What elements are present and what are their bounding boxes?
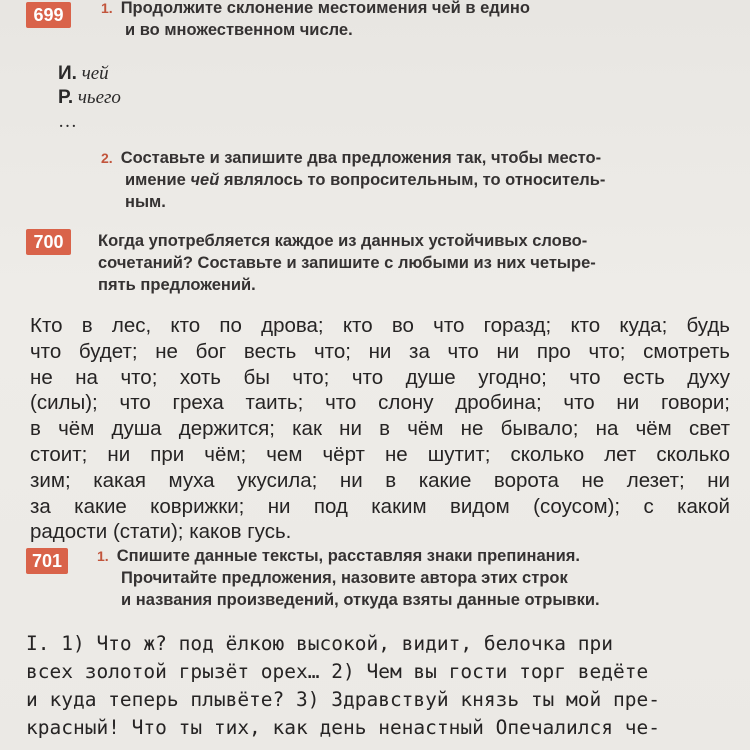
text-line: красный! Что ты тих, как день ненастный Опечалился че- [26, 716, 660, 739]
task-text-line: Составьте и запишите два предложения так, чтобы место- [120, 149, 602, 167]
text-line: стоит; ни при чём; чем чёрт не шутит; сколько лет сколько [30, 442, 730, 466]
task-text-line: Прочитайте предложения, назовите автора этих строк [121, 569, 568, 587]
idioms-paragraph [30, 313, 730, 545]
text-line: за какие коврижки; ни под каким видом (соусом); с какой [30, 494, 730, 518]
case-label: И. [58, 63, 77, 84]
task-text-line: Продолжите склонение местоимения чей в едино [120, 0, 530, 17]
text-line: радости (стати); каков гусь. [30, 520, 292, 544]
exercise-700-task [98, 230, 738, 296]
task-text-line: сочетаний? Составьте и запишите с любыми из них четыре- [98, 254, 596, 272]
exercise-number-badge: 699 [26, 2, 71, 28]
task-text-line: пять предложений. [98, 276, 256, 294]
text-line: всех золотой грызёт орех… 2) Чем вы гости торг ведёте [26, 660, 649, 683]
poem-excerpt [26, 630, 741, 742]
exercise-699-task-2 [101, 147, 741, 213]
text-line: в чём душа держится; как ни в чём не бывало; на чём свет [30, 417, 730, 441]
text-line: и куда теперь плывёте? 3) Здравствуй князь ты мой пре- [26, 688, 660, 711]
task-text-italic: чей [190, 171, 220, 189]
exercise-number-badge: 701 [26, 548, 68, 574]
declension-example [58, 62, 121, 134]
exercise-701-task [97, 545, 747, 611]
task-text-line: Когда употребляется каждое из данных устойчивых слово- [98, 232, 588, 250]
text-line: не на что; хоть бы что; что душе угодно; что есть духу [30, 365, 730, 389]
task-text-line: ным. [125, 193, 166, 211]
task-text-line: имение [125, 171, 191, 189]
text-line: зим; какая муха укусила; ни в какие ворота не лезет; ни [30, 468, 730, 492]
case-form: чьего [77, 87, 121, 108]
task-text-line: и во множественном числе. [125, 21, 353, 39]
text-line: что будет; не бог весть что; ни за что ни про что; смотреть [30, 339, 730, 363]
text-line: (силы); что греха таить; что слону дробина; что ни говори; [30, 391, 730, 415]
ellipsis: … [58, 111, 77, 132]
task-text-line: являлось то вопросительным, то относитель- [219, 171, 606, 189]
text-line: Кто в лес, кто по дрова; кто во что горазд; кто куда; будь [30, 314, 730, 337]
case-label: Р. [58, 87, 74, 108]
task-text-line: и названия произведений, откуда взяты данные отрывки. [121, 591, 600, 609]
item-number: 2. [101, 150, 113, 166]
exercise-699-task-1 [101, 0, 750, 41]
exercise-number-badge: 700 [26, 229, 71, 255]
text-line: I. 1) Что ж? под ёлкою высокой, видит, белочка при [26, 632, 613, 655]
task-text-line: Спишите данные тексты, расставляя знаки препинания. [116, 547, 580, 565]
item-number: 1. [97, 548, 109, 564]
item-number: 1. [101, 0, 113, 16]
case-form: чей [81, 63, 109, 84]
